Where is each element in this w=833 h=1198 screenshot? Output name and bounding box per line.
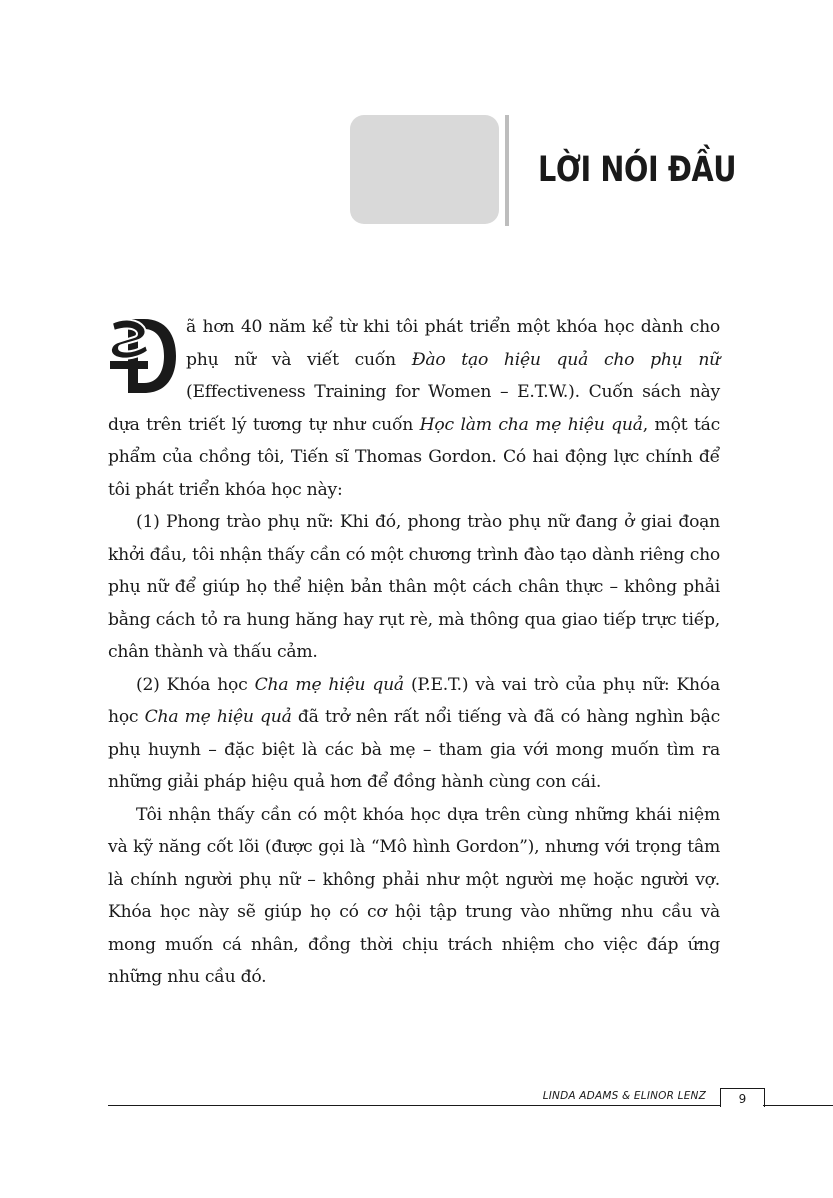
chapter-title: LỜI NÓI ĐẦU xyxy=(538,150,737,190)
footer-rule xyxy=(108,1105,720,1106)
paragraph-4: Tôi nhận thấy cần có một khóa học dựa trên cùng những khái niệm và kỹ năng cốt lõi (được gọi là “Mô hình Gordon”), nhưng với trọng tâm là chính người phụ nữ – không phải như một người mẹ hoặc người vợ. Khóa học này sẽ giúp họ có cơ hội tập trung vào những nhu cầu và mong muốn cá nhân, đồng thời chịu trách nhiệm cho việc đáp ứng những nhu cầu đó. xyxy=(108,804,720,987)
footer-rule-right xyxy=(763,1105,833,1106)
paragraph-2: (1) Phong trào phụ nữ: Khi đó, phong trào phụ nữ đang ở giai đoạn khởi đầu, tôi nhận thấy cần có một chương trình đào tạo dành riêng cho phụ nữ để giúp họ thể hiện bản thân một cách chân thực – không phải bằng cách tỏ ra hung hăng hay rụt rè, mà thông qua giao tiếp trực tiếp, chân thành và thấu cảm. xyxy=(108,512,720,662)
body-text xyxy=(108,311,720,994)
paragraph-1: ã hơn 40 năm kể từ khi tôi phát triển một khóa học dành cho phụ nữ và viết cuốn Đào tạo hiệu quả cho phụ nữ (Effectiveness Training for Women – E.T.W.). Cuốn sách này dựa trên triết lý tương tự như cuốn Học làm cha mẹ hiệu quả, một tác phẩm của chồng tôi, Tiến sĩ Thomas Gordon. Có hai động lực chính để tôi phát triển khóa học này: xyxy=(108,317,720,500)
drop-cap xyxy=(108,315,178,397)
paragraph-3: (2) Khóa học Cha mẹ hiệu quả (P.E.T.) và vai trò của phụ nữ: Khóa học Cha mẹ hiệu quả đã trở nên rất nổi tiếng và đã có hàng nghìn bậc phụ huynh – đặc biệt là các bà mẹ – tham gia với mong muốn tìm ra những giải pháp hiệu quả hơn để đồng hành cùng con cái. xyxy=(108,674,720,792)
drop-cap-letter-d-icon xyxy=(108,315,178,397)
title-decoration-block xyxy=(350,115,499,224)
footer-author: LINDA ADAMS & ELINOR LENZ xyxy=(542,1090,706,1102)
page-number: 9 xyxy=(720,1088,765,1107)
title-divider xyxy=(505,115,509,226)
